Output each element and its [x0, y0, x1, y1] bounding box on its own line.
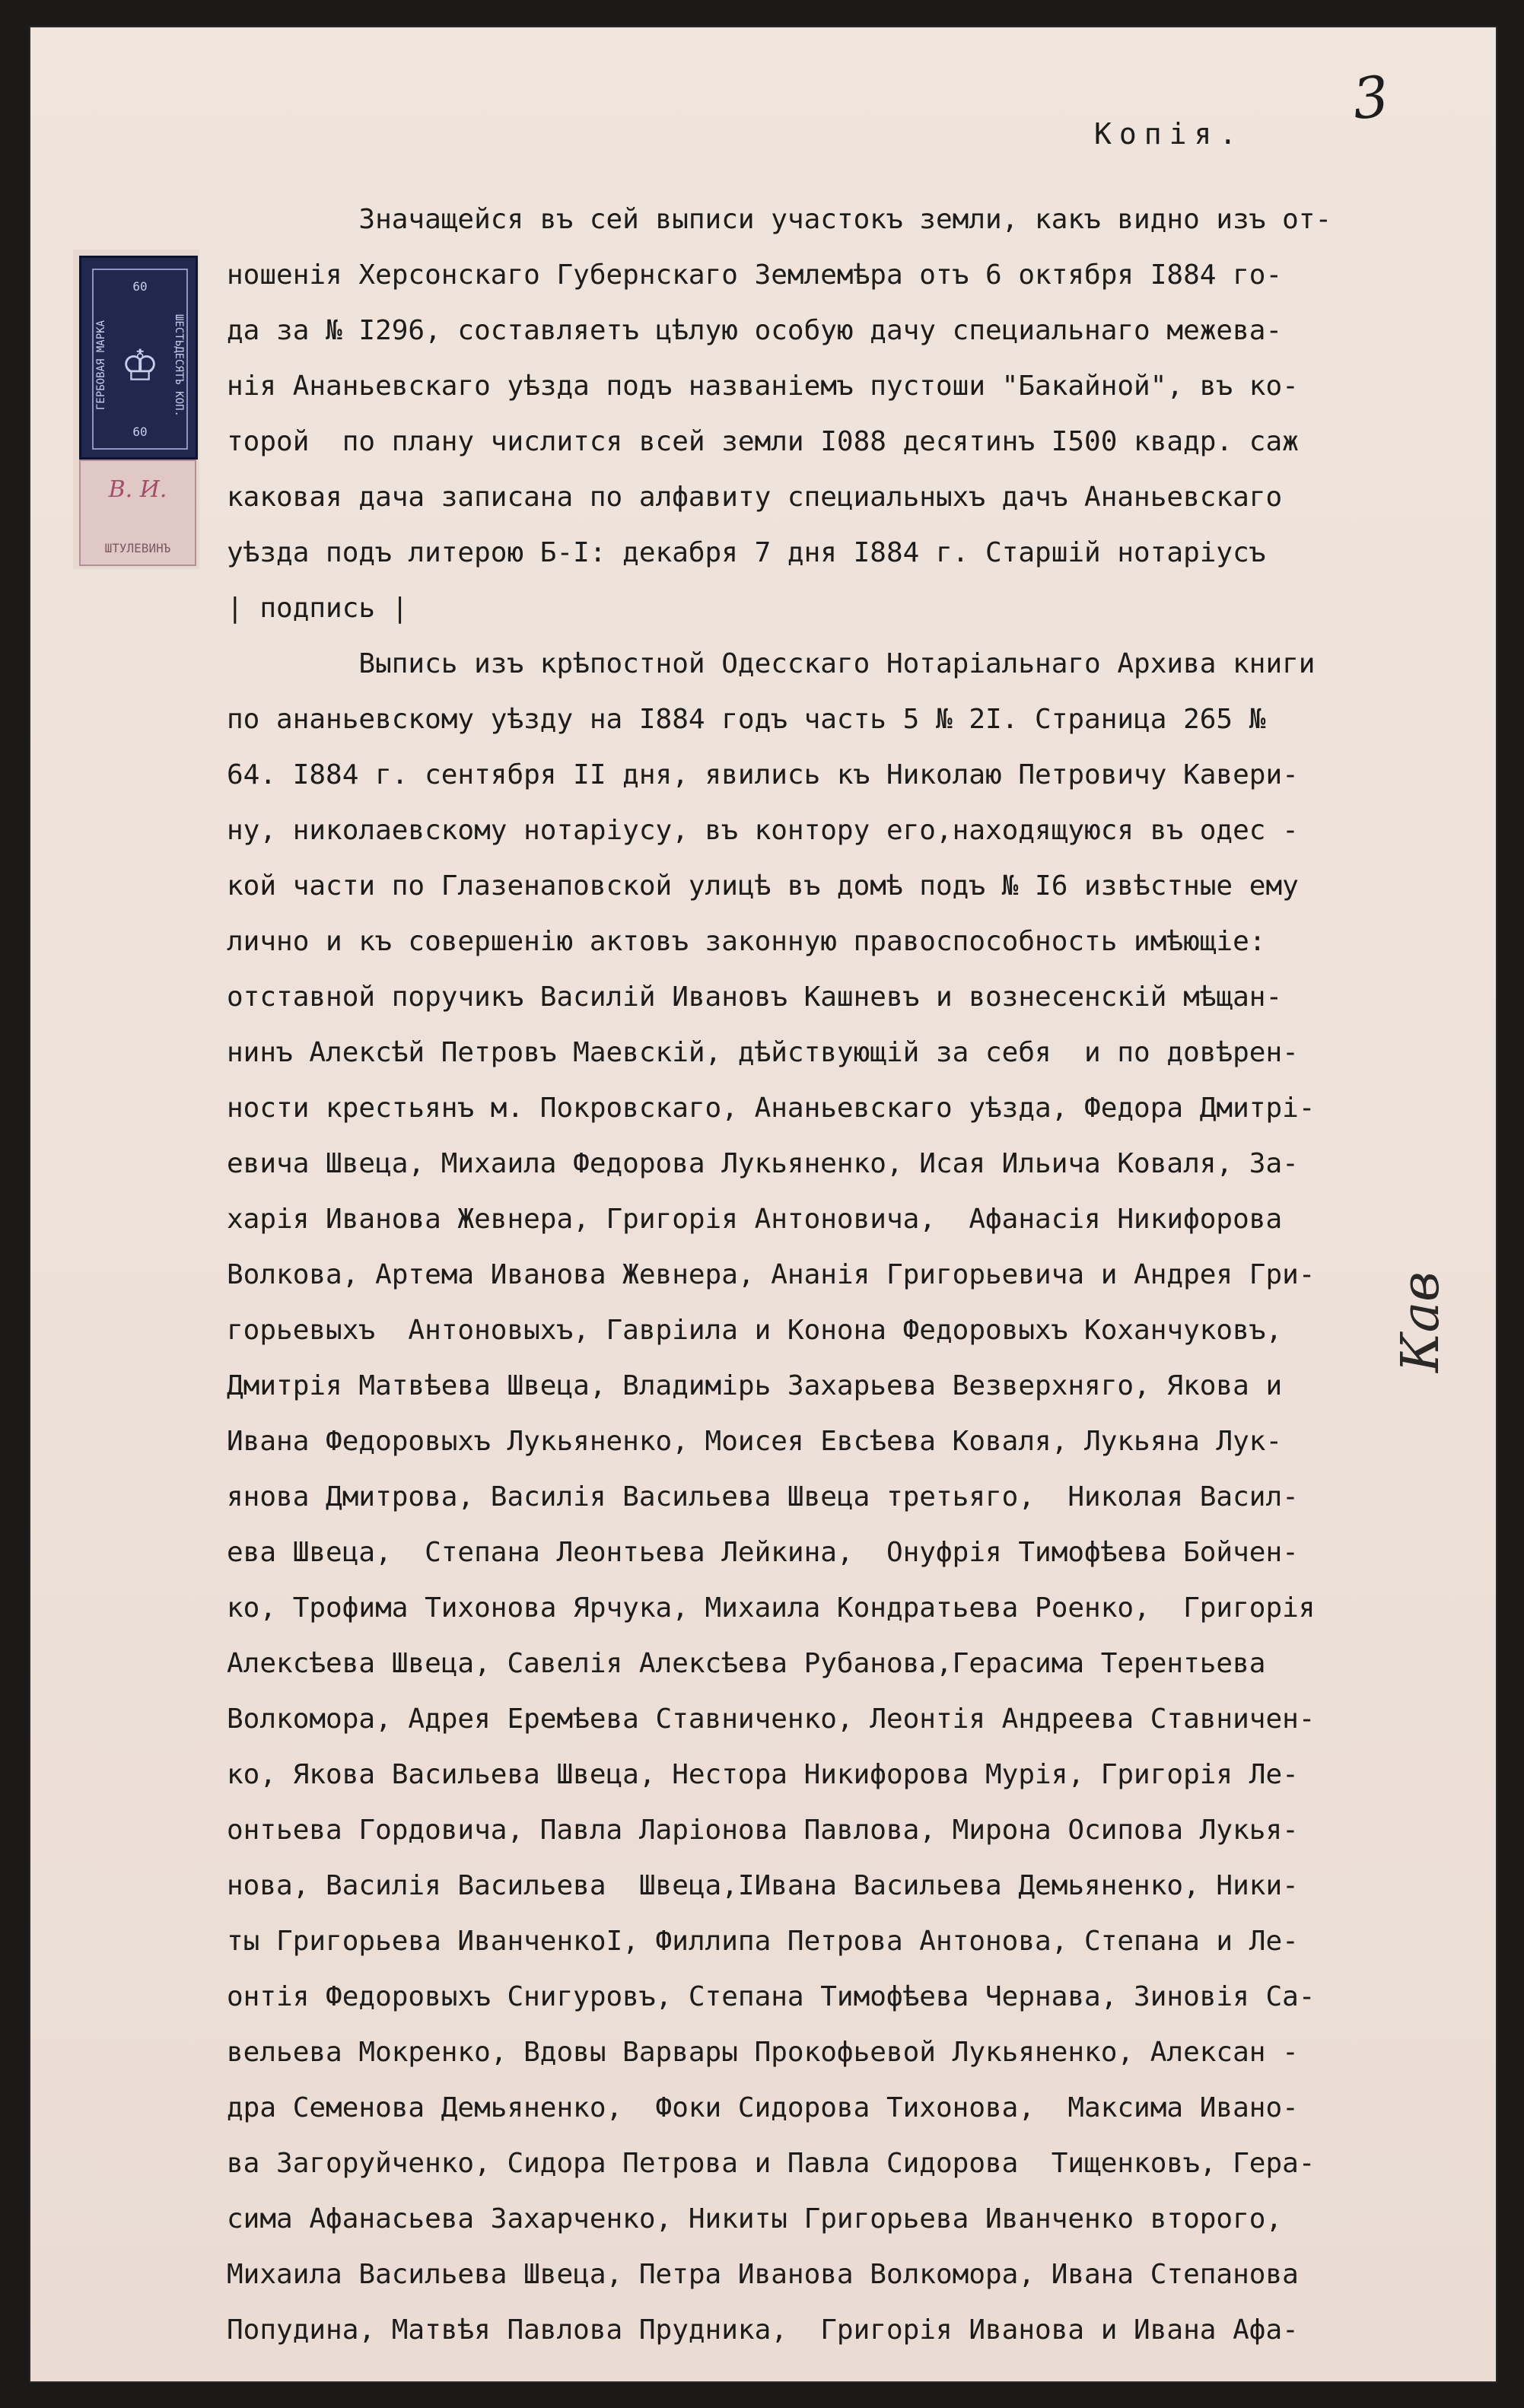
stamp-value-top: 60: [132, 279, 148, 294]
text-line: Попудина, Матвѣя Павлова Прудника, Григорія Иванова и Ивана Афа-: [227, 2314, 1299, 2346]
text-line: сима Афанасьева Захарченко, Никиты Григорьева Иванченко второго,: [227, 2203, 1283, 2235]
text-line: вельева Мокренко, Вдовы Варвары Прокофьевой Лукьяненко, Алексан -: [227, 2037, 1299, 2068]
text-line: Михаила Васильева Швеца, Петра Иванова Волкомора, Ивана Степанова: [227, 2259, 1299, 2290]
text-line: ко, Трофима Тихонова Ярчука, Михаила Кондратьева Роенко, Григорія: [227, 1592, 1316, 1624]
text-line: нія Ананьевскаго уѣзда подъ названіемъ пустоши "Бакайной", въ ко-: [227, 371, 1299, 402]
text-line: онтьева Гордовича, Павла Ларіонова Павлова, Мирона Осипова Лукья-: [227, 1815, 1299, 1846]
stamp-note: ШТУЛЕВИНЪ: [104, 541, 171, 555]
text-line: ты Григорьева ИванченкоI, Филлипа Петрова Антонова, Степана и Ле-: [227, 1926, 1299, 1957]
margin-note: Кав: [1391, 1271, 1451, 1373]
stamp-top: [79, 256, 198, 460]
text-line: горьевыхъ Антоновыхъ, Гавріила и Конона Федоровыхъ Коханчуковъ,: [227, 1315, 1283, 1346]
text-line: ношенія Херсонскаго Губернскаго Землемѣра отъ 6 октября I884 го-: [227, 259, 1283, 291]
stamp-bottom: [79, 460, 196, 566]
text-line: каковая дача записана по алфавиту специальныхъ дачъ Ананьевскаго: [227, 482, 1283, 513]
text-line: да за № I296, составляетъ цѣлую особую дачу специальнаго межева-: [227, 315, 1283, 346]
document-body: [227, 192, 1414, 2358]
text-line: Дмитрія Матвѣева Швеца, Владимірь Захарьева Везверхняго, Якова и: [227, 1370, 1283, 1401]
text-line: уѣзда подъ литерою Б-I: декабря 7 дня I884 г. Старшій нотаріусъ: [227, 537, 1266, 568]
stamp-inner: [92, 269, 188, 450]
text-line: дра Семенова Демьяненко, Фоки Сидорова Тихонова, Максима Ивано-: [227, 2092, 1299, 2123]
eagle-icon: ♔: [122, 329, 157, 394]
text-line: | подпись |: [227, 593, 409, 624]
text-line: Выпись изъ крѣпостной Одесскаго Нотаріальнаго Архива книги: [227, 648, 1316, 679]
text-line: отставной поручикъ Василій Ивановъ Кашневъ и вознесенскій мѣщан-: [227, 981, 1283, 1013]
document-title: Копія.: [1094, 117, 1245, 151]
text-line: нова, Василія Васильева Швеца,IИвана Васильева Демьяненко, Ники-: [227, 1870, 1299, 1901]
text-line: ко, Якова Васильева Швеца, Нестора Никифорова Мурія, Григорія Ле-: [227, 1759, 1299, 1790]
text-line: нинъ Алексѣй Петровъ Маевскій, дѣйствующій за себя и по довѣрен-: [227, 1037, 1299, 1068]
text-line: евича Швеца, Михаила Федорова Лукьяненко, Исая Ильича Коваля, За-: [227, 1148, 1299, 1179]
text-line: Алексѣева Швеца, Савелія Алексѣева Рубанова,Герасима Терентьева: [227, 1648, 1266, 1679]
stamp-overprint: В. И.: [108, 476, 167, 503]
text-line: торой по плану числится всей земли I088 десятинъ I500 квадр. саж: [227, 426, 1299, 457]
text-line: ева Швеца, Степана Леонтьева Лейкина, Онуфрія Тимофѣева Бойчен-: [227, 1537, 1299, 1568]
text-line: Волкова, Артема Иванова Жевнера, Ананія Григорьевича и Андрея Гри-: [227, 1259, 1316, 1290]
text-line: онтія Федоровыхъ Снигуровъ, Степана Тимофѣева Чернава, Зиновія Са-: [227, 1981, 1316, 2012]
text-line: лично и къ совершенію актовъ законную правоспособность имѣющіе:: [227, 926, 1266, 957]
text-line: 64. I884 г. сентября II дня, явились къ Николаю Петровичу Кавери-: [227, 759, 1299, 790]
revenue-stamp: [73, 250, 199, 569]
text-line: Значащейся въ сей выписи участокъ земли, какъ видно изъ от-: [227, 204, 1332, 235]
text-line: по ананьевскому уѣзду на I884 годъ часть 5 № 2I. Страница 265 №: [227, 704, 1266, 735]
document-page: [29, 26, 1497, 2383]
stamp-value-bottom: 60: [132, 425, 148, 439]
page-number: 3: [1349, 63, 1392, 133]
stamp-side-right: ШЕСТЬДЕСЯТЪ КОП.: [173, 313, 185, 417]
text-line: Ивана Федоровыхъ Лукьяненко, Моисея Евсѣева Коваля, Лукьяна Лук-: [227, 1426, 1283, 1457]
text-line: ности крестьянъ м. Покровскаго, Ананьевскаго уѣзда, Федора Дмитрі-: [227, 1093, 1316, 1124]
text-line: ну, николаевскому нотаріусу, въ контору его,находящуюся въ одес -: [227, 815, 1299, 846]
text-line: янова Дмитрова, Василія Васильева Швеца третьяго, Николая Васил-: [227, 1481, 1299, 1513]
stamp-side-left: ГЕРБОВАЯ МАРКА: [95, 320, 107, 411]
text-line: харія Иванова Жевнера, Григорія Антоновича, Афанасія Никифорова: [227, 1204, 1283, 1235]
text-line: ва Загоруйченко, Сидора Петрова и Павла Сидорова Тищенковъ, Гера-: [227, 2148, 1316, 2179]
text-line: кой части по Глазенаповской улицѣ въ домѣ подъ № I6 извѣстные ему: [227, 870, 1299, 902]
text-line: Волкомора, Адрея Еремѣева Ставниченко, Леонтія Андреева Ставничен-: [227, 1703, 1316, 1735]
